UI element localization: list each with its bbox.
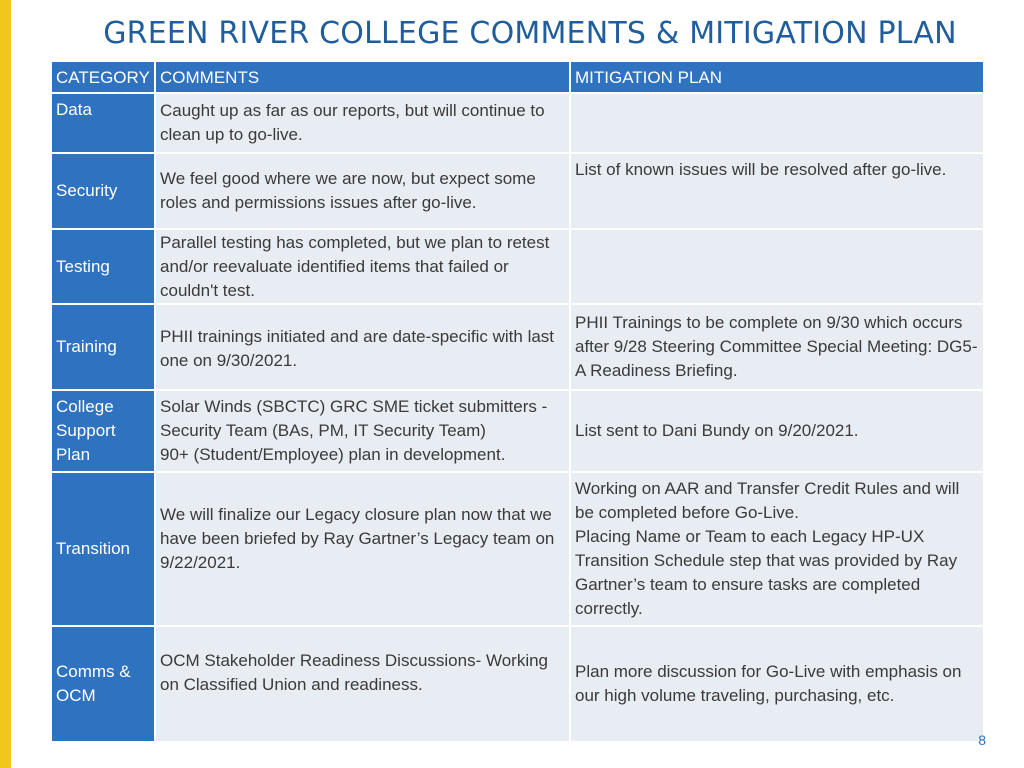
table-row-comms-ocm (51, 626, 984, 742)
category-cell: College Support Plan (51, 390, 155, 472)
category-cell: Transition (51, 472, 155, 626)
header-mitigation-plan: MITIGATION PLAN (570, 61, 984, 93)
header-comments: COMMENTS (155, 61, 570, 93)
page-title: GREEN RIVER COLLEGE COMMENTS & MITIGATION PLAN (103, 16, 957, 51)
mitigation-cell: PHII Trainings to be complete on 9/30 which occurs after 9/28 Steering Committee Special Meeting: DG5-A Readiness Briefing. (570, 304, 984, 390)
comments-cell: PHII trainings initiated and are date-specific with last one on 9/30/2021. (155, 304, 570, 390)
category-cell: Training (51, 304, 155, 390)
page-number: 8 (978, 732, 986, 748)
table-row-training (51, 304, 984, 390)
left-accent-bar (0, 0, 11, 768)
comments-cell: Parallel testing has completed, but we plan to retest and/or reevaluate identified items that failed or couldn't test. (155, 229, 570, 304)
comments-cell: Caught up as far as our reports, but will continue to clean up to go-live. (155, 93, 570, 153)
table-row-security (51, 153, 984, 229)
mitigation-cell (570, 229, 984, 304)
comments-cell: OCM Stakeholder Readiness Discussions- Working on Classified Union and readiness. (155, 626, 570, 742)
table-row-data (51, 93, 984, 153)
mitigation-cell (570, 93, 984, 153)
table-row-transition (51, 472, 984, 626)
table-row-testing (51, 229, 984, 304)
comments-cell: Solar Winds (SBCTC) GRC SME ticket submitters - Security Team (BAs, PM, IT Security Team) 90+ (Student/Employee) plan in development. (155, 390, 570, 472)
category-cell: Testing (51, 229, 155, 304)
table-row-college-support-plan (51, 390, 984, 472)
category-cell: Comms & OCM (51, 626, 155, 742)
table-header-row (51, 61, 984, 93)
comments-cell: We will finalize our Legacy closure plan now that we have been briefed by Ray Gartner’s Legacy team on 9/22/2021. (155, 472, 570, 626)
category-cell: Security (51, 153, 155, 229)
category-cell: Data (51, 93, 155, 153)
header-category: CATEGORY (51, 61, 155, 93)
mitigation-cell: Working on AAR and Transfer Credit Rules and will be completed before Go-Live. Placing Name or Team to each Legacy HP-UX Transition Schedule step that was provided by Ray Gartner’s team to ensure tasks are completed correctly. (570, 472, 984, 626)
comments-mitigation-table (50, 60, 985, 743)
mitigation-cell: List sent to Dani Bundy on 9/20/2021. (570, 390, 984, 472)
mitigation-cell: List of known issues will be resolved after go-live. (570, 153, 984, 229)
comments-cell: We feel good where we are now, but expect some roles and permissions issues after go-live. (155, 153, 570, 229)
mitigation-cell: Plan more discussion for Go-Live with emphasis on our high volume traveling, purchasing, etc. (570, 626, 984, 742)
